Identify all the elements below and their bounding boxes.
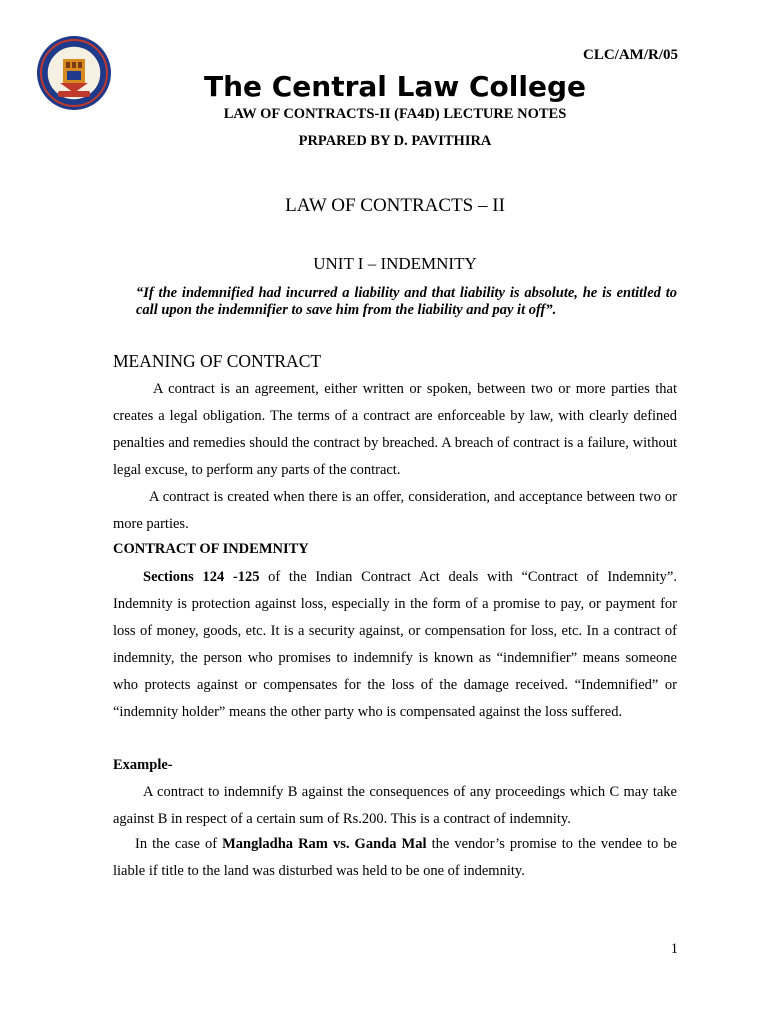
case-paragraph [113,831,677,885]
meaning-paragraph-2: A contract is created when there is an offer, consideration, and acceptance between two or more parties. [113,489,677,532]
opening-quote: “If the indemnified had incurred a liability and that liability is absolute, he is entitled to call upon the indemnifier to save him from the liability and pay it off”. [136,285,677,318]
document-title: LAW OF CONTRACTS – II [285,195,505,216]
case-prefix: In the case of [135,836,223,852]
case-suffix: the vendor’s promise to the vendee to be liable if title to the land was disturbed was held to be one of indemnity. [113,836,677,879]
document-reference: CLC/AM/R/05 [583,47,678,63]
example-heading: Example- [113,757,173,773]
page-number: 1 [670,941,678,957]
prepared-by: PRPARED BY D. PAVITHIRA [298,133,492,149]
indemnity-heading: CONTRACT OF INDEMNITY [113,541,309,557]
meaning-paragraph-1: A contract is an agreement, either written or spoken, between two or more parties that creates a legal obligation. The terms of a contract are enforceable by law, with clearly defined penalties and remedies should the contract by breached. A breach of contract is a failure, without legal excuse, to perform any parts of the contract. [113,381,677,478]
example-paragraph: A contract to indemnify B against the consequences of any proceedings which C may take against B in respect of a certain sum of Rs.200. This is a contract of indemnity. [113,784,677,827]
case-name: Mangladha Ram vs. Ganda Mal [222,836,427,852]
course-subtitle: LAW OF CONTRACTS-II (FA4D) LECTURE NOTES [223,106,567,122]
indemnity-text: of the Indian Contract Act deals with “Contract of Indemnity”. Indemnity is protection against loss, especially in the form of a promise to pay, or payment for loss of money, goods, etc. It is a security against, or compensation for loss, etc. In a contract of indemnity, the person who promises to indemnify is known as “indemnifier” means someone who protects against or compensates for the loss of the damage received. “Indemnified” or “indemnity holder” means the other party who is compensated against the loss suffered. [113,569,677,720]
indemnity-paragraph [113,564,677,726]
unit-heading: UNIT I – INDEMNITY [313,254,477,273]
meaning-heading: MEANING OF CONTRACT [113,351,322,371]
sections-reference: Sections 124 -125 [143,569,260,585]
college-name: The Central Law College [203,70,587,103]
